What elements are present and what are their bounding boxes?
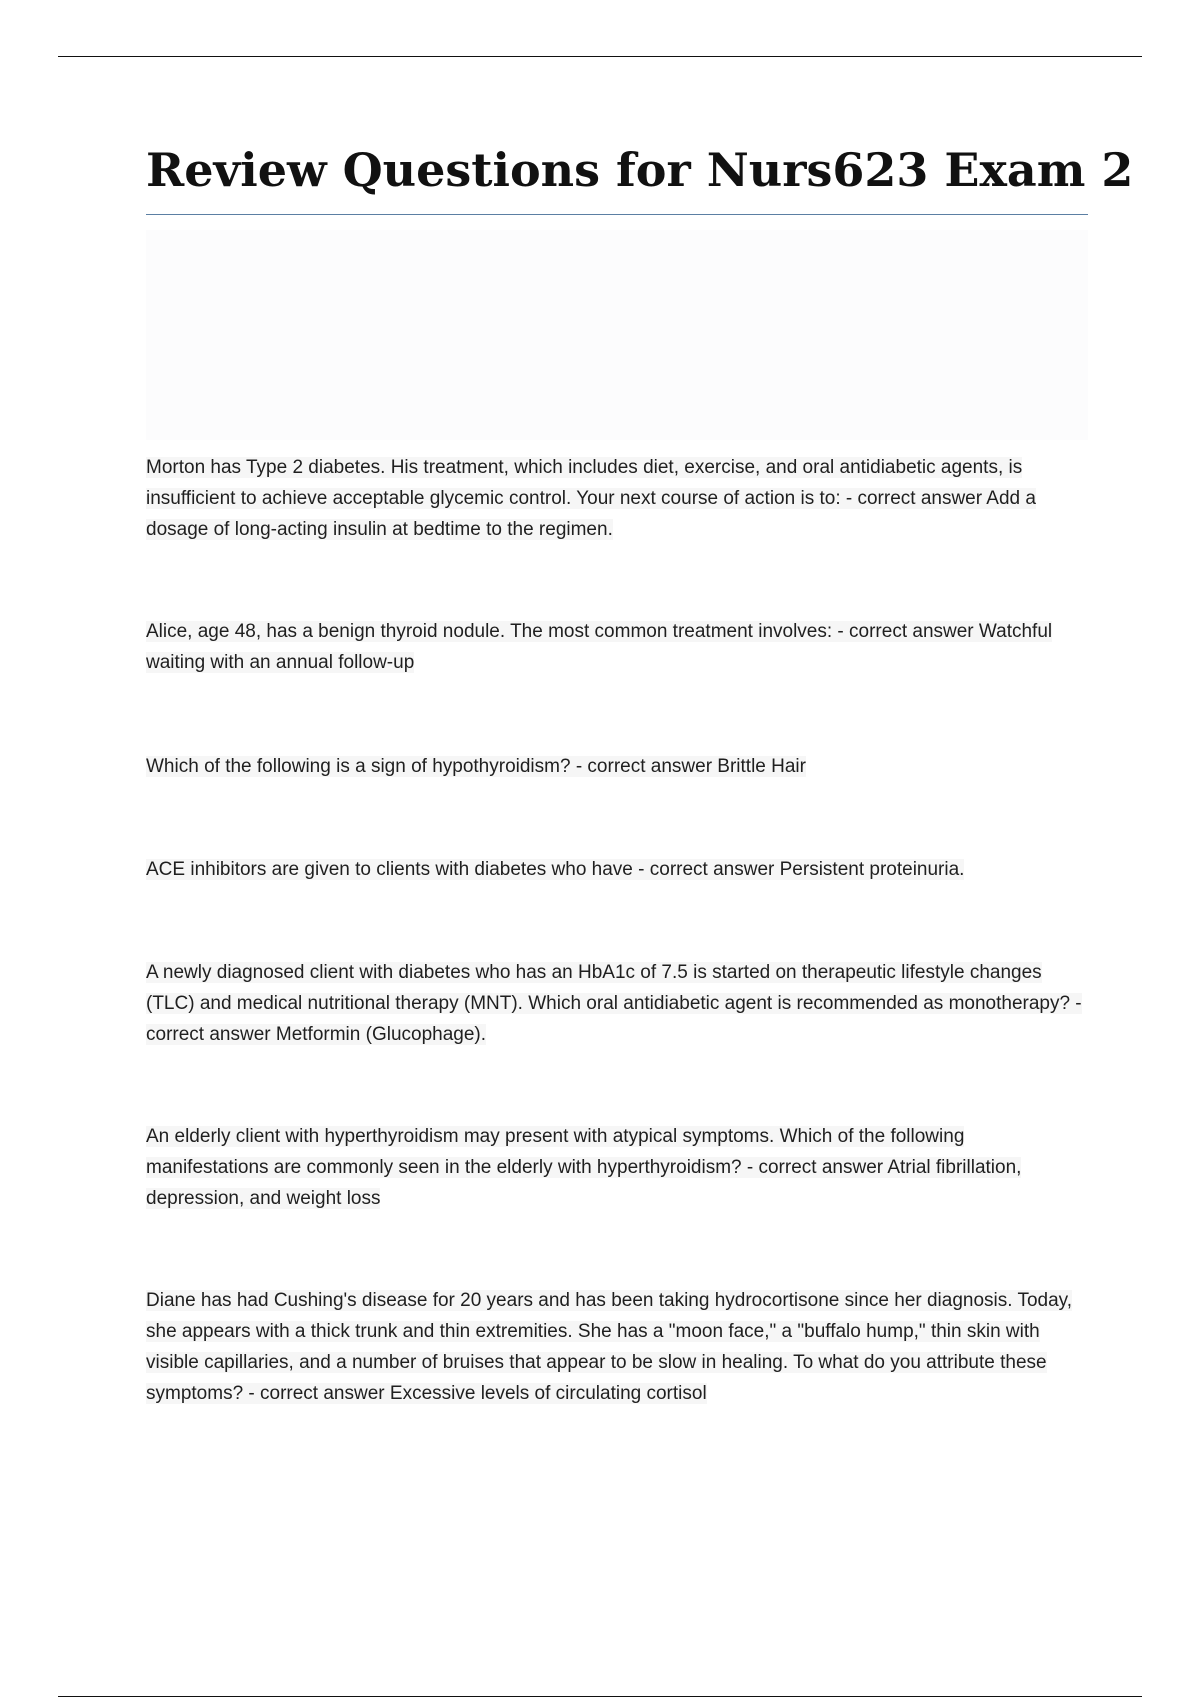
blank-area [146, 230, 1088, 440]
title-underline [146, 214, 1088, 215]
question-4 [146, 854, 1088, 885]
question-7-text: Diane has had Cushing's disease for 20 years and has been taking hydrocortisone since her diagnosis. Today, she appears with a thick trunk and thin extremities. She has a "moon face," a "buffalo hump," thin skin with visible capillaries, and a number of bruises that appear to be slow in healing. To what do you attribute these symptoms? - correct answer Excessive levels of circulating cortisol [146, 1290, 1073, 1404]
question-4-text: ACE inhibitors are given to clients with diabetes who have - correct answer Persistent proteinuria. [146, 859, 965, 880]
page-top-rule [58, 56, 1142, 57]
question-2-text: Alice, age 48, has a benign thyroid nodule. The most common treatment involves: - correct answer Watchful waiting with an annual follow-up [146, 621, 1053, 673]
document-title: Review Questions for Nurs623 Exam 2 [146, 143, 1134, 197]
question-7 [146, 1285, 1088, 1409]
page-bottom-rule [58, 1696, 1142, 1697]
question-6-text: An elderly client with hyperthyroidism may present with atypical symptoms. Which of the following manifestations are commonly seen in the elderly with hyperthyroidism? - correct answer Atrial fibrillation, depression, and weight loss [146, 1126, 1022, 1209]
question-5 [146, 957, 1088, 1050]
question-5-text: A newly diagnosed client with diabetes who has an HbA1c of 7.5 is started on therapeutic lifestyle changes (TLC) and medical nutritional therapy (MNT). Which oral antidiabetic agent is recommended as monotherapy? - correct answer Metformin (Glucophage). [146, 962, 1082, 1045]
question-2 [146, 616, 1088, 678]
question-1 [146, 452, 1088, 545]
question-6 [146, 1121, 1088, 1214]
question-1-text: Morton has Type 2 diabetes. His treatment, which includes diet, exercise, and oral antidiabetic agents, is insufficient to achieve acceptable glycemic control. Your next course of action is to: - correct answer Add a dosage of long-acting insulin at bedtime to the regimen. [146, 457, 1036, 540]
question-3-text: Which of the following is a sign of hypothyroidism? - correct answer Brittle Hair [146, 756, 806, 777]
question-3 [146, 751, 1088, 782]
